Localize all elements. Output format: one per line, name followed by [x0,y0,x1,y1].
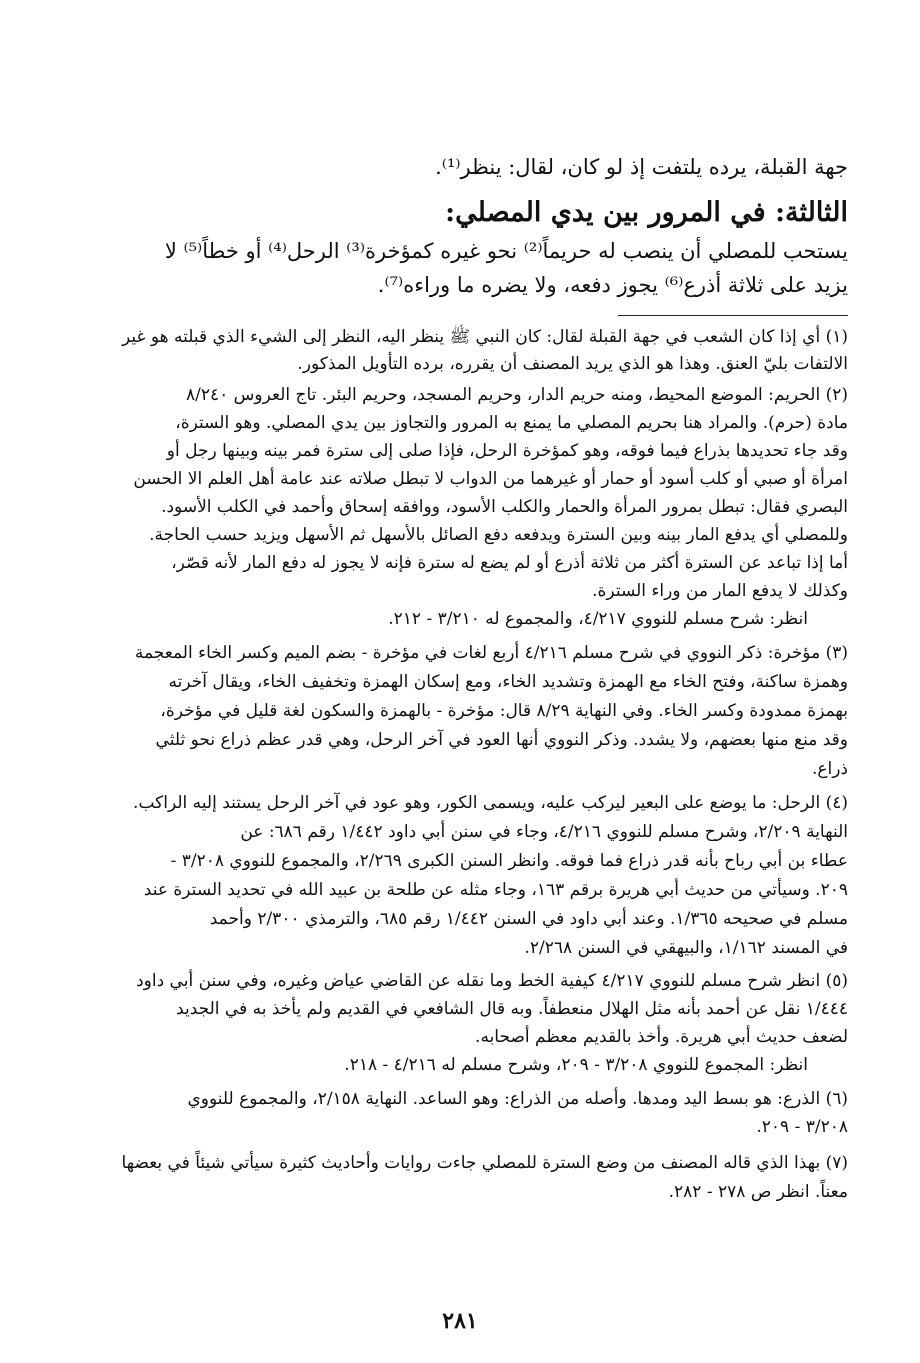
footnote-6-line-2: ٣/٢٠٨ - ٢٠٩. [756,1117,848,1137]
footnote-2-line-7: أما إذا تباعد عن السترة أكثر من ثلاثة أذرع أو لم يضع له سترة فإنه لا يجوز له دفع المار لأنه قصّر، [171,553,848,573]
footnote-2-line-2: مادة (حرم). والمراد هنا بحريم المصلي ما يمنع به المرور والتجاوز بين يدي المصلي. وهو السترة، [175,413,848,433]
footnote-2-reference: انظر: شرح مسلم للنووي ٤/٢١٧، والمجموع له ٣/٢١٠ - ٢١٢. [388,609,808,629]
page-number: ٢٨١ [442,1308,478,1334]
footnote-2-line-5: البصري فقال: تبطل بمرور المرأة والحمار والكلب الأسود، ووافقه إسحاق وأحمد في الكلب الأسود. [161,497,848,517]
footnote-3-line-5: ذراع. [811,759,848,779]
footnote-5-reference: انظر: المجموع للنووي ٣/٢٠٨ - ٢٠٩، وشرح مسلم له ٤/٢١٦ - ٢١٨. [344,1055,808,1075]
footnote-1-line-2: الالتفات بليّ العنق. وهذا هو الذي يريد المصنف أن يقرره، برده التأويل المذكور. [297,354,848,374]
footnote-4-line-2: النهاية ٢/٢٠٩، وشرح مسلم للنووي ٤/٢١٦، وجاء في سنن أبي داود ١/٤٤٢ رقم ٦٨٦: عن [240,822,848,842]
footnote-4-line-1: (٤) الرحل: ما يوضع على البعير ليركب عليه، ويسمى الكور، وهو عود في آخر الرحل يستند إليه الراكب. [133,793,848,813]
footnote-3-line-4: وقد منع منها بعضهم، ولا يشدد. وذكر النووي أنها العود في آخر الرحل، وهي قدر عظم ذراع نحو ثلثي [155,730,848,750]
main-text-line-3: يزيد على ثلاثة أذرع⁽⁶⁾ يجوز دفعه، ولا يضره ما وراءه⁽⁷⁾. [377,273,848,297]
main-text-line-2: يستحب للمصلي أن ينصب له حريماً⁽²⁾ نحو غيره كمؤخرة⁽³⁾ الرحل⁽⁴⁾ أو خطاً⁽⁵⁾ لا [164,239,848,263]
footnote-4-line-6: في المسند ١/١٦٢، والبيهقي في السنن ٢/٢٦٨. [524,938,848,958]
footnote-2-line-4: امرأة أو صبي أو كلب أسود أو حمار أو غيرهما من الدواب لا تبطل صلاته عند عامة أهل العلم الا الحسن [133,469,848,489]
main-text-line-1: جهة القبلة، يرده يلتفت إذ لو كان، لقال: ينظر⁽¹⁾. [435,155,848,179]
footnote-2-line-1: (٢) الحريم: الموضع المحيط، ومنه حريم الدار، وحريم المسجد، وحريم البئر. تاج العروس ٨/٢٤٠ [186,385,848,405]
footnote-4-line-3: عطاء بن أبي رباح بأنه قدر ذراع فما فوقه. وانظر السنن الكبرى ٢/٢٦٩، والمجموع للنووي ٣/٢٠٨ - [170,851,848,871]
footnote-4-line-5: مسلم في صحيحه ١/٣٦٥. وعند أبي داود في السنن ١/٤٤٢ رقم ٦٨٥، والترمذي ٢/٣٠٠ وأحمد [209,909,848,929]
footnote-5-line-3: لضعف حديث أبي هريرة. وأخذ بالقديم معظم أصحابه. [475,1027,848,1047]
footnote-5-line-1: (٥) انظر شرح مسلم للنووي ٤/٢١٧ كيفية الخط وما نقله عن القاضي عياض وغيره، وفي سنن أبي داود [136,971,848,991]
footnote-1-line-1: (١) أي إذا كان الشعب في جهة القبلة لقال: كان النبي ﷺ ينظر اليه، النظر إلى الشيء الذي قبلته هو غير [122,327,848,347]
footnote-2-line-6: وللمصلي أي يدفع المار بينه وبين السترة ويدفعه دفع الصائل بالأسهل ثم الأسهل ويزيد حسب الحاجة. [149,525,848,545]
footnote-3-line-2: وهمزة ساكنة، وفتح الخاء مع الهمزة وتشديد الخاء، ومع إسكان الهمزة وتخفيف الخاء، ويقال آخرته [168,672,848,692]
section-heading: الثالثة: في المرور بين يدي المصلي: [445,197,848,228]
footnote-6-line-1: (٦) الذرع: هو بسط اليد ومدها. وأصله من الذراع: وهو الساعد. النهاية ٢/١٥٨، والمجموع للنووي [187,1089,848,1109]
footnote-3-line-3: بهمزة ممدودة وكسر الخاء. وفي النهاية ٨/٢٩ قال: مؤخرة - بالهمزة والسكون لغة قليل في مؤخرة، [160,701,848,721]
footnote-5-line-2: ١/٤٤٤ نقل عن أحمد بأنه مثل الهلال منعطفاً. وبه قال الشافعي في القديم ولم يأخذ به في الجديد [176,999,848,1019]
footnote-divider [618,315,848,316]
footnote-3-line-1: (٣) مؤخرة: ذكر النووي في شرح مسلم ٤/٢١٦ أربع لغات في مؤخرة - بضم الميم وكسر الخاء المعجمة [134,643,848,663]
footnote-2-line-8: وكذلك لا يدفع المار من وراء السترة. [592,581,848,601]
footnote-2-line-3: وقد جاء تحديدها بذراع فيما فوقه، وهو كمؤخرة الرحل، فإذا صلى إلى سترة فمر بينه وبينها رجل أو [166,441,848,461]
footnote-7-line-1: (٧) بهذا الذي قاله المصنف من وضع السترة للمصلي جاءت روايات وأحاديث كثيرة سيأتي شيئاً في بعضها [121,1153,848,1173]
footnote-4-line-4: ٢٠٩. وسيأتي من حديث أبي هريرة برقم ١٦٣، وجاء مثله عن طلحة بن عبيد الله في تحديد السترة عند [143,880,848,900]
footnote-7-line-2: معناً. انظر ص ٢٧٨ - ٢٨٢. [668,1182,848,1202]
